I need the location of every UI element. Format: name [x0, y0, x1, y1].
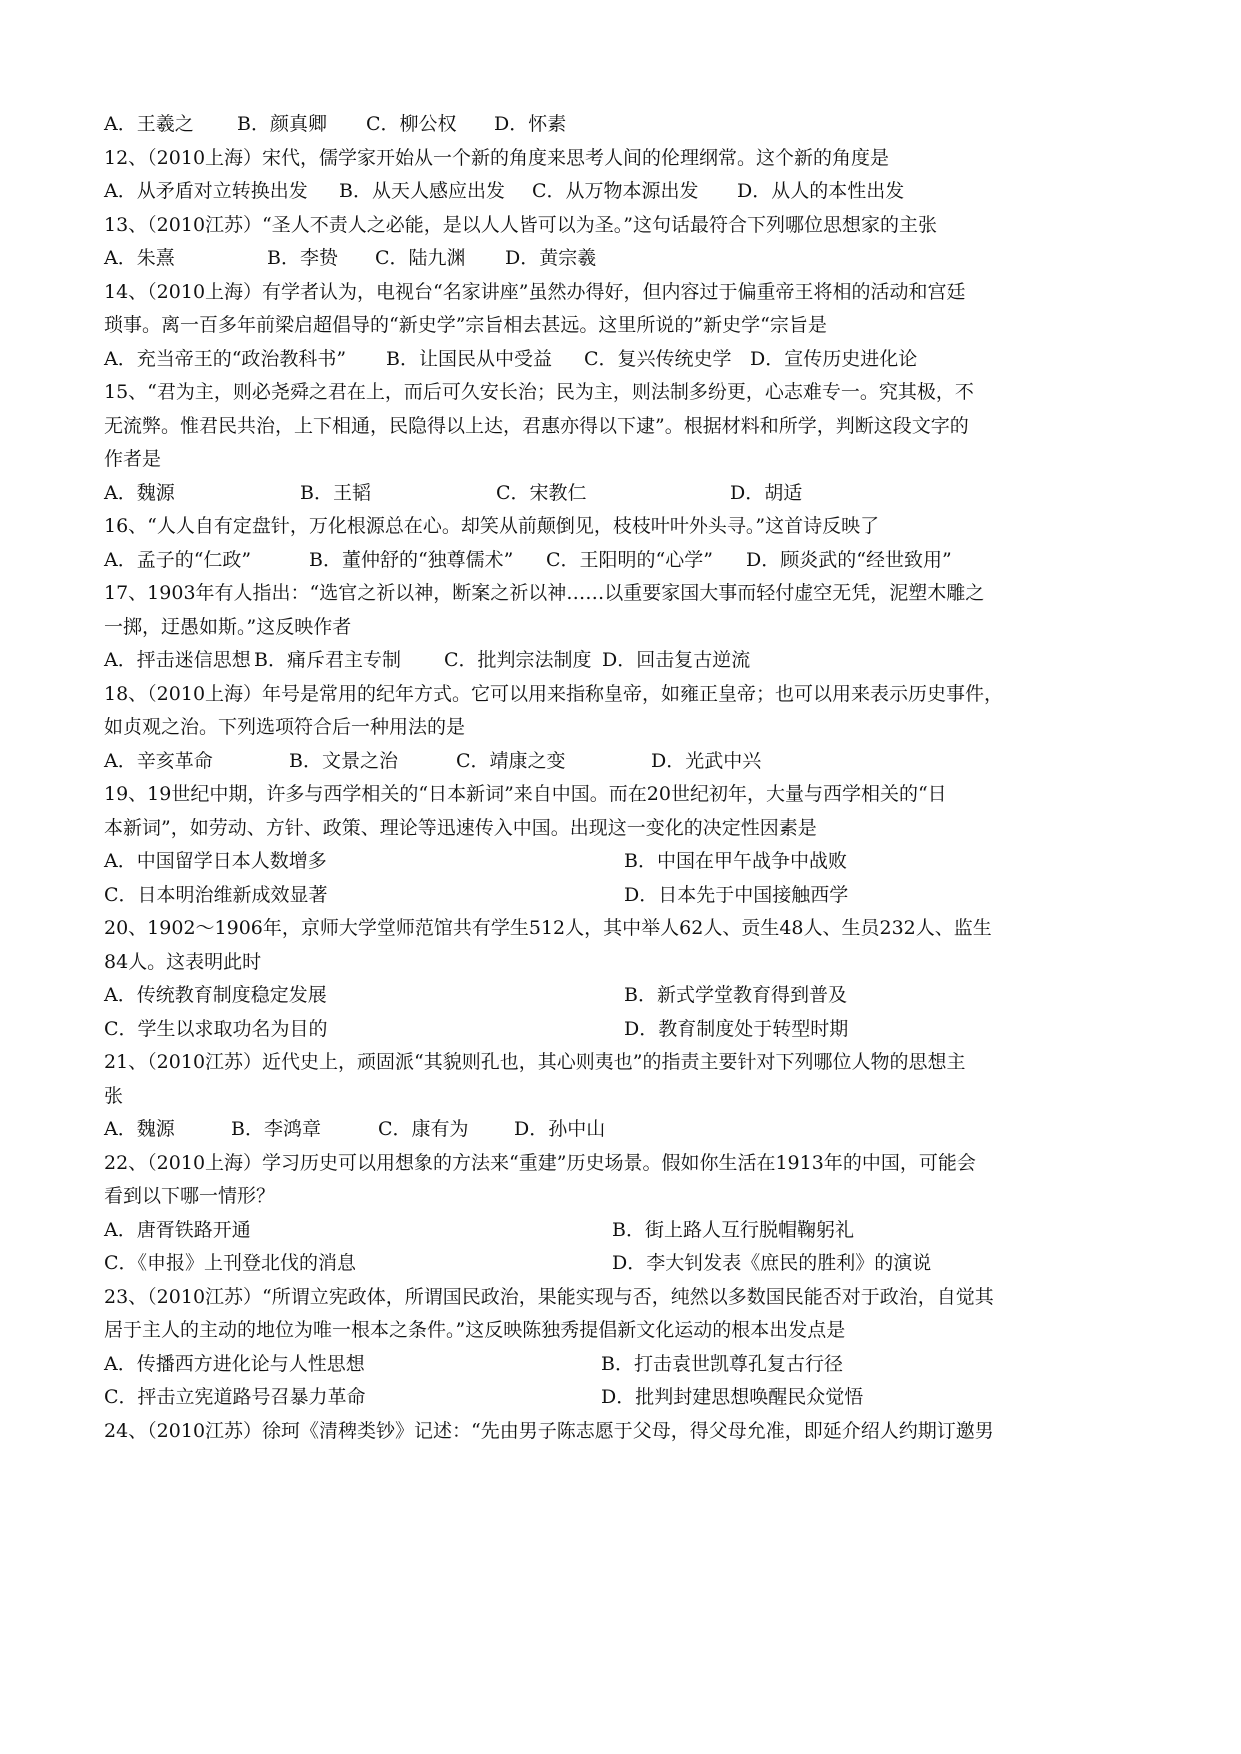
q12-option-d: D．从人的本性出发	[737, 180, 905, 202]
q12-option-c: C．从万物本源出发	[532, 180, 699, 202]
q23-stem-line-1: 23、（2010江苏）“所谓立宪政体，所谓国民政治，果能实现与否，纯然以多数国民能否对于政治，自觉其	[104, 1285, 994, 1308]
q14-stem-line-2: 琐事。离一百多年前梁启超倡导的“新史学”宗旨相去甚远。这里所说的”新史学“宗旨是	[104, 314, 827, 336]
q18-stem-line-1: 18、（2010上海）年号是常用的纪年方式。它可以用来指称皇帝，如雍正皇帝；也可以用来表示历史事件，	[104, 682, 1004, 705]
q22-option-d: D．李大钊发表《庶民的胜利》的演说	[612, 1252, 932, 1274]
q19-stem-line-1: 19、19世纪中期，许多与西学相关的“日本新词”来自中国。而在20世纪初年，大量与西学相关的“日	[104, 783, 947, 805]
q11-option-b: B．颜真卿	[237, 113, 327, 135]
q20-options-row-1	[104, 979, 1004, 1013]
q12-option-a: A．从矛盾对立转换出发	[104, 180, 308, 202]
q15-option-d: D．胡适	[730, 481, 803, 504]
q22-stem-line-1: 22、（2010上海）学习历史可以用想象的方法来“重建”历史场景。假如你生活在1913年的中国，可能会	[104, 1151, 976, 1174]
q14-option-c: C．复兴传统史学	[584, 347, 732, 370]
q18-stem-line-2: 如贞观之治。下列选项符合后一种用法的是	[104, 716, 466, 738]
q22-options-row-1	[104, 1214, 1004, 1248]
q15-option-a: A．魏源	[104, 481, 175, 504]
q16-option-a: A．孟子的“仁政”	[104, 548, 252, 571]
q23-option-a: A．传播西方进化论与人性思想	[104, 1352, 365, 1375]
exam-page	[104, 108, 1004, 1448]
q12-options	[104, 175, 1004, 209]
q24-stem-line-1: 24、（2010江苏）徐珂《清稗类钞》记述：“先由男子陈志愿于父母，得父母允准，即延介绍人约期订邀男	[104, 1419, 994, 1442]
q15-stem-line-3: 作者是	[104, 448, 162, 470]
q13-option-d: D．黄宗羲	[505, 247, 597, 269]
q23-option-b: B．打击袁世凯尊孔复古行径	[601, 1352, 843, 1375]
q11-options	[104, 108, 1004, 142]
q20-option-d: D．教育制度处于转型时期	[624, 1017, 849, 1040]
q18-option-b: B．文景之治	[289, 749, 398, 772]
q16-stem: 16、“人人自有定盘针，万化根源总在心。却笑从前颠倒见，枝枝叶叶外头寻。”这首诗反映了	[104, 515, 880, 537]
q17-options	[104, 644, 1004, 678]
q22-option-b: B．街上路人互行脱帽鞠躬礼	[612, 1218, 854, 1241]
q18-option-a: A．辛亥革命	[104, 749, 213, 772]
q19-option-a: A．中国留学日本人数增多	[104, 850, 327, 872]
q12-option-b: B．从天人感应出发	[339, 180, 505, 202]
q22-option-c: C．《申报》上刊登北伐的消息	[104, 1252, 357, 1274]
q21-stem-line-2: 张	[104, 1084, 124, 1107]
q21-stem-line-1: 21、（2010江苏）近代史上，顽固派“其貌则孔也，其心则夷也”的指责主要针对下列哪位人物的思想主	[104, 1051, 966, 1073]
q21-option-c: C．康有为	[378, 1118, 469, 1140]
q20-stem-line-2: 84人。这表明此时	[104, 950, 262, 973]
q13-option-a: A．朱熹	[104, 247, 175, 269]
q17-stem-line-1: 17、1903年有人指出：“选官之祈以神，断案之祈以神……以重要家国大事而轻付虚空无凭，泥塑木雕之	[104, 582, 985, 604]
q20-option-b: B．新式学堂教育得到普及	[624, 984, 847, 1006]
q20-stem-line-1: 20、1902～1906年，京师大学堂师范馆共有学生512人，其中举人62人、贡生48人、生员232人、监生	[104, 917, 992, 939]
q19-option-d: D．日本先于中国接触西学	[624, 883, 849, 906]
q16-option-d: D．顾炎武的“经世致用”	[746, 548, 952, 571]
q14-options	[104, 343, 1004, 377]
q13-option-c: C．陆九渊	[375, 247, 466, 269]
q18-option-c: C．靖康之变	[456, 749, 566, 772]
q21-option-a: A．魏源	[104, 1118, 175, 1140]
q19-option-b: B．中国在甲午战争中战败	[624, 850, 847, 872]
q15-option-b: B．王韬	[300, 481, 371, 504]
q14-option-b: B．让国民从中受益	[386, 347, 552, 370]
q14-option-d: D．宣传历史进化论	[750, 347, 918, 370]
q17-option-b: B．痛斥君主专制	[254, 649, 401, 671]
q21-option-d: D．孙中山	[514, 1118, 606, 1140]
q16-options	[104, 544, 1004, 578]
q13-option-b: B．李贽	[267, 247, 338, 269]
q23-option-d: D．批判封建思想唤醒民众觉悟	[601, 1386, 864, 1408]
q22-stem-line-2: 看到以下哪一情形？	[104, 1185, 276, 1207]
q13-stem: 13、（2010江苏）“圣人不责人之必能，是以人人皆可以为圣。”这句话最符合下列哪位思想家的主张	[104, 213, 937, 236]
q11-option-d: D．怀素	[494, 113, 567, 135]
q19-options-row-2	[104, 879, 1004, 913]
q22-option-a: A．唐胥铁路开通	[104, 1218, 251, 1241]
q18-option-d: D．光武中兴	[651, 749, 762, 772]
q13-options	[104, 242, 1004, 276]
q17-stem-line-2: 一掷，迂愚如斯。”这反映作者	[104, 615, 352, 638]
q15-options	[104, 477, 1004, 511]
q23-stem-line-2: 居于主人的主动的地位为唯一根本之条件。”这反映陈独秀提倡新文化运动的根本出发点是	[104, 1319, 846, 1341]
q21-options	[104, 1113, 1004, 1147]
q23-options-row-1	[104, 1348, 1004, 1382]
q15-stem-line-2: 无流弊。惟君民共治，上下相通，民隐得以上达，君惠亦得以下逮”。根据材料和所学，判断这段文字的	[104, 414, 969, 437]
q11-option-c: C．柳公权	[366, 113, 457, 135]
q23-options-row-2	[104, 1381, 1004, 1415]
q19-option-c: C．日本明治维新成效显著	[104, 883, 328, 906]
q14-option-a: A．充当帝王的“政治教科书”	[104, 347, 347, 370]
q18-options	[104, 745, 1004, 779]
q17-option-c: C．批判宗法制度	[444, 649, 592, 671]
q20-option-a: A．传统教育制度稳定发展	[104, 984, 327, 1006]
q11-option-a: A．王羲之	[104, 113, 194, 135]
q19-options-row-1	[104, 845, 1004, 879]
q15-stem-line-1: 15、“君为主，则必尧舜之君在上，而后可久安长治；民为主，则法制多纷更，心志难专一。究其极，不	[104, 381, 974, 403]
q16-option-b: B．董仲舒的“独尊儒术”	[309, 548, 514, 571]
q23-option-c: C．抨击立宪道路号召暴力革命	[104, 1386, 366, 1408]
q20-option-c: C．学生以求取功名为目的	[104, 1017, 328, 1040]
q17-option-a: A．抨击迷信思想	[104, 649, 251, 671]
q16-option-c: C．王阳明的“心学”	[546, 548, 713, 571]
q17-option-d: D．回击复古逆流	[602, 649, 751, 671]
q21-option-b: B．李鸿章	[231, 1118, 321, 1140]
q22-options-row-2	[104, 1247, 1004, 1281]
q15-option-c: C．宋教仁	[496, 481, 587, 504]
q19-stem-line-2: 本新词”，如劳动、方针、政策、理论等迅速传入中国。出现这一变化的决定性因素是	[104, 816, 817, 839]
q12-stem: 12、（2010上海）宋代，儒学家开始从一个新的角度来思考人间的伦理纲常。这个新的角度是	[104, 146, 890, 169]
q14-stem-line-1: 14、（2010上海）有学者认为，电视台“名家讲座”虽然办得好，但内容过于偏重帝王将相的活动和宫廷	[104, 280, 966, 303]
q20-options-row-2	[104, 1013, 1004, 1047]
